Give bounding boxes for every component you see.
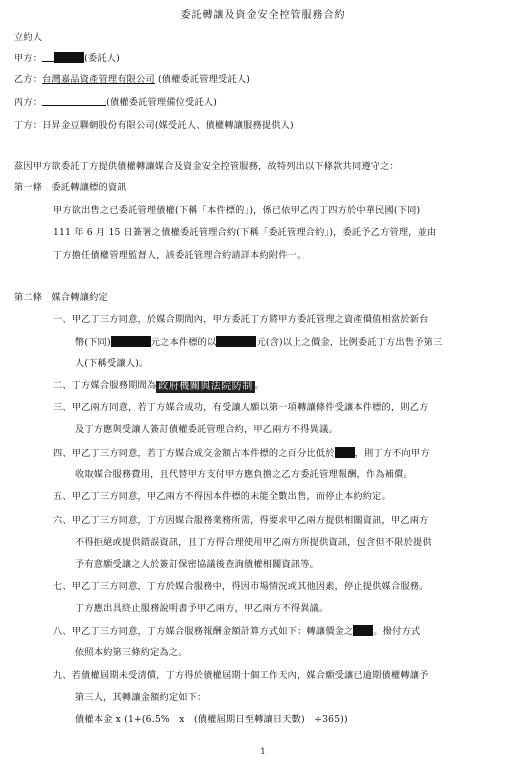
formula: 債權本金 x (1+(6.5% x (債權屆期日至轉讓日天數) ÷365)) [75,714,348,725]
parties-heading: 立約人 [14,32,43,43]
clause-line: 四、甲乙丁三方同意，若丁方媒合成交金額占本件標的之百分比低於 ，則丁方不向甲方 [53,448,430,459]
clause-line: 七、甲乙丁三方同意，丁方於媒合服務中，得因市場情況或其他因素，停止提供媒合服務。 [53,581,429,592]
clause-line: 八、甲乙丁三方同意，丁方媒合服務報酬金額計算方式如下：轉讓價金之 。撥付方式 [53,626,421,637]
clause-line: 收取媒合服務費用，且代替甲方支付甲方應負擔之乙方委託管理報酬，作為補償。 [75,469,413,480]
article-1-heading: 第一條 委託轉讓標的資訊 [14,182,127,193]
clause-line: 予有意願受讓之人於簽訂保密協議後查詢債權相關資訊等。 [75,559,320,570]
clause-line: 人(下稱受讓人)。 [75,358,149,369]
party-a: 甲方： (委託人) [14,53,120,64]
preamble: 茲因甲方欲委託丁方提供債權轉讓媒合及資金安全控管服務，故特列出以下條款共同遵守之： [14,161,399,172]
clause-line: 第三人，其轉讓金額約定如下： [75,692,207,703]
redaction-block [54,52,84,63]
redaction-block [335,447,355,458]
page-number: 1 [260,747,266,757]
clause-line: 一、甲乙丁三方同意，於媒合期間內，甲方委託丁方將甲方委託管理之資產價值相當於新台 [53,314,429,325]
clause-line: 三、甲乙兩方同意，若丁方媒合成功，有受讓人願以第一項轉讓條件受讓本件標的，則乙方 [53,402,429,413]
contract-title: 委託轉讓及資金安全控管服務合約 [180,10,346,21]
party-d: 丁方：日昇金豆聯網股份有限公司(媒受託人、債權轉讓服務提供人) [14,120,294,131]
article-1-line: 111 年 6 月 15 日簽署之債權委託管理合約(下稱「委託管理合約」)，委託予乙方管理，並由 [53,227,437,238]
clause-line: 九、若債權屆期未受清償，丁方得於債權屆期十個工作天內，媒合願受讓已逾期債權轉讓予 [53,670,429,681]
clause-line: 及丁方應與受讓人簽訂債權委託管理合約，甲乙兩方不得異議。 [75,424,338,435]
article-1-line: 丁方擔任債權管理監督人，該委託管理合約請詳本約附件一。 [53,250,307,261]
redaction-block [111,336,151,347]
party-b: 乙方：台灣嘉品資產管理有限公司 (債權委託管理受託人) [14,74,251,85]
clause-line: 丁方應出具終止服務說明書予甲乙兩方，甲乙兩方不得異議。 [75,603,329,614]
redaction-stamp: 政府機關與法院防制 [158,381,253,392]
clause-line: 不得拒絕或提供錯誤資訊，且丁方得合理使用甲乙兩方所提供資訊，包含但不限於提供 [75,537,432,548]
article-1-line: 甲方欲出售之已委託管理債權(下稱「本件標的」)，係已依甲乙丙丁四方於中華民國(下同) [53,205,421,216]
redaction-block [216,336,256,347]
clause-line: 六、甲乙丁三方同意，丁方因媒合服務業務所需，得要求甲乙兩方提供相關資訊，甲乙兩方 [53,515,429,526]
clause-line: 幣(下同) 元之本件標的以 元(含)以上之價金，比例委託丁方出售予第三 [75,337,443,348]
clause-line: 依照本約第三條約定為之。 [75,647,188,658]
clause-line: 五、甲乙丁三方同意，甲乙兩方不得因本件標的未能全數出售，而停止本約約定。 [53,491,391,502]
article-2-heading: 第二條 媒合轉讓約定 [14,292,108,303]
redaction-block [353,625,373,636]
party-c: 丙方： (債權委託管理備位受託人) [14,97,218,108]
clause-line: 二、丁方媒合服務期間為 政府機關與法院防制 。 [53,380,265,392]
